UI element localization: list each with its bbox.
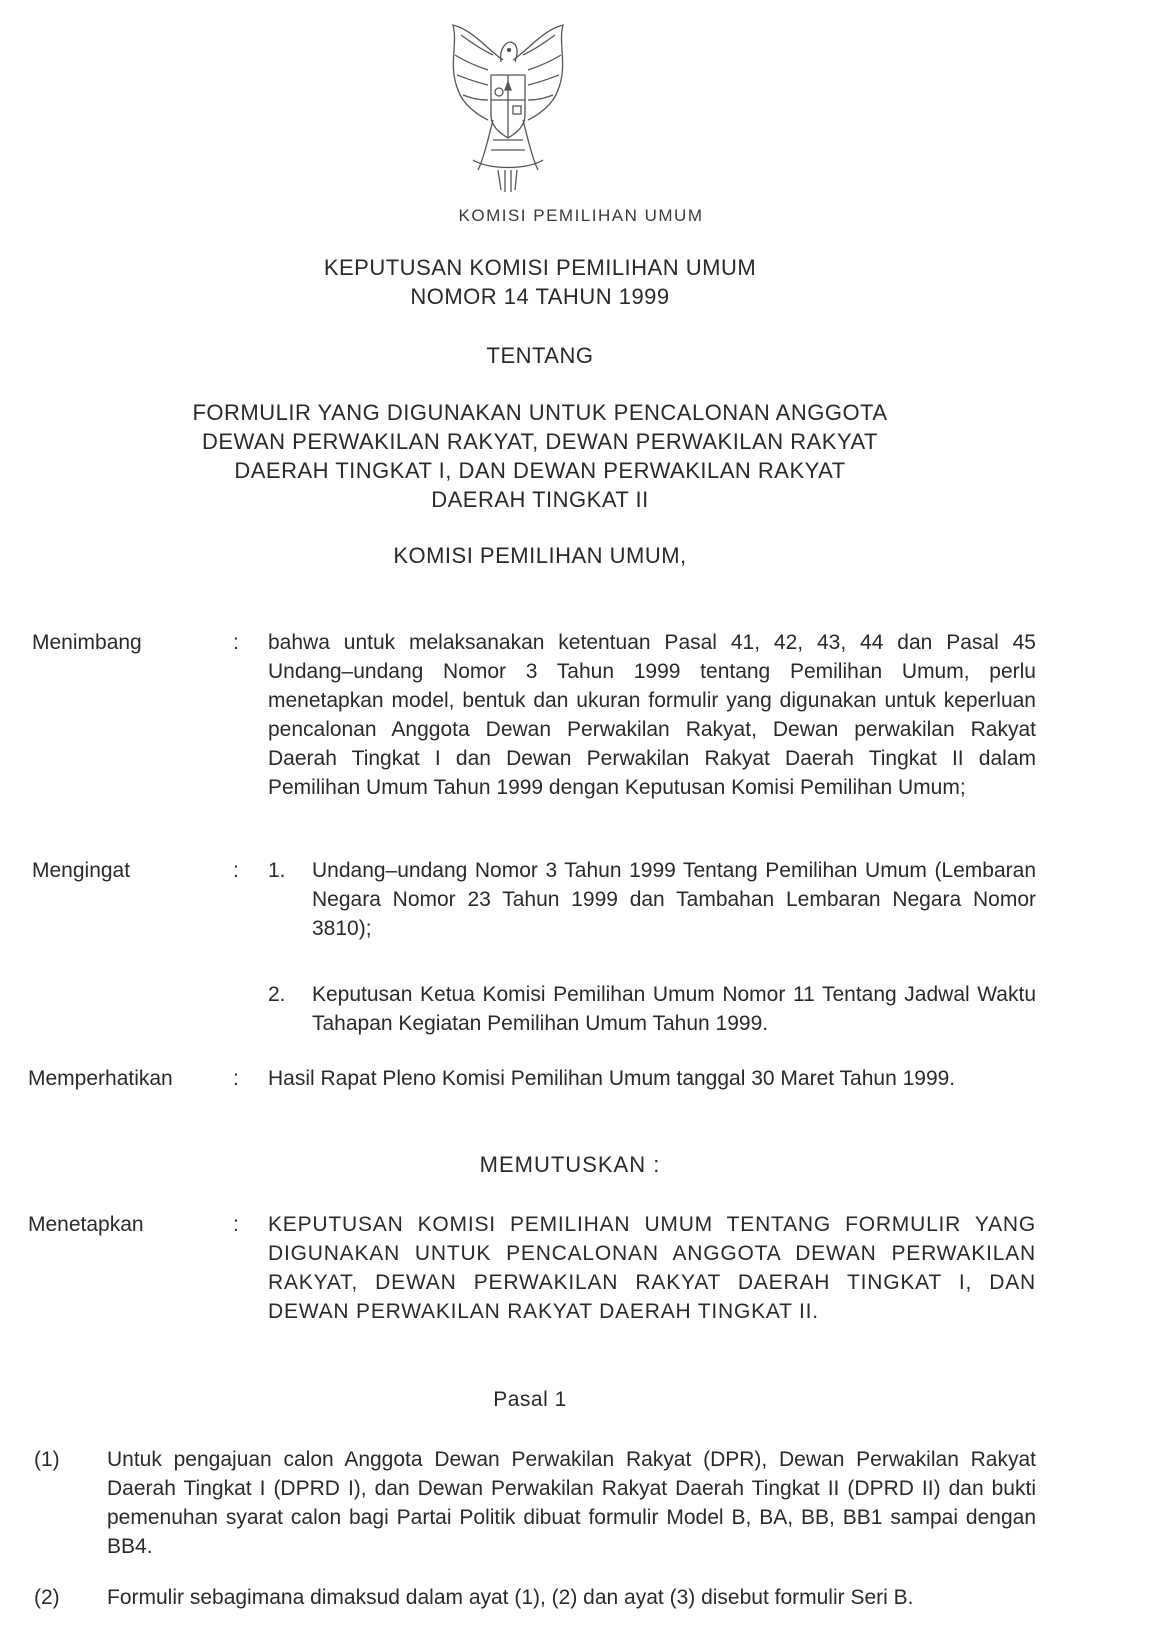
colon: : <box>233 631 239 654</box>
decree-title: KEPUTUSAN KOMISI PEMILIHAN UMUM <box>323 255 757 280</box>
mengingat-label: Mengingat <box>32 859 131 882</box>
paragraph-number: (1) <box>34 1448 60 1471</box>
mengingat-item-text: Undang–undang Nomor 3 Tahun 1999 Tentang Pemilihan Umum (Lembaran Negara Nomor 23 Tahun 1999 dan Tambahan Lembaran Negara Nomor 3810); <box>312 859 1036 940</box>
agency-name: KOMISI PEMILIHAN UMUM <box>458 206 704 225</box>
menimbang-text: bahwa untuk melaksanakan ketentuan Pasal 41, 42, 43, 44 dan Pasal 45 Undang–undang Nomor 3 Tahun 1999 tentang Pemilihan Umum, perlu menetapkan model, bentuk dan ukuran formulir yang digunakan untuk keperluan pencalonan Anggota Dewan Perwakilan Rakyat, Dewan perwakilan Rakyat Daerah Tingkat I dan Dewan Perwakilan Rakyat Daerah Tingkat II dalam Pemilihan Umum Tahun 1999 dengan Keputusan Komisi Pemilihan Umum; <box>268 631 1036 799</box>
decree-subject <box>0 398 1080 514</box>
decree-number: NOMOR 14 TAHUN 1999 <box>410 284 670 309</box>
memperhatikan-text: Hasil Rapat Pleno Komisi Pemilihan Umum tanggal 30 Maret Tahun 1999. <box>268 1067 956 1090</box>
subject-line: DAERAH TINGKAT I, DAN DEWAN PERWAKILAN RAKYAT <box>234 458 846 483</box>
menetapkan-text: KEPUTUSAN KOMISI PEMILIHAN UMUM TENTANG FORMULIR YANG DIGUNAKAN UNTUK PENCALONAN ANGGOTA DEWAN PERWAKILAN RAKYAT, DEWAN PERWAKILAN RAKYAT DAERAH TINGKAT I, DAN DEWAN PERWAKILAN RAKYAT DAERAH TINGKAT II. <box>268 1213 1036 1323</box>
paragraph-text: Untuk pengajuan calon Anggota Dewan Perwakilan Rakyat (DPR), Dewan Perwakilan Rakyat Daerah Tingkat I (DPRD I), dan Dewan Perwakilan Rakyat Daerah Tingkat II (DPRD II) dan bukti pemenuhan syarat calon bagi Partai Politik dibuat formulir Model B, BA, BB, BB1 sampai dengan BB4. <box>107 1448 1036 1558</box>
about-heading: TENTANG <box>486 343 594 368</box>
colon: : <box>233 1067 239 1090</box>
memutuskan-heading: MEMUTUSKAN : <box>479 1152 661 1177</box>
issuer-line: KOMISI PEMILIHAN UMUM, <box>393 543 687 568</box>
mengingat-item-text: Keputusan Ketua Komisi Pemilihan Umum Nomor 11 Tentang Jadwal Waktu Tahapan Kegiatan Pemilihan Umum Tahun 1999. <box>312 983 1036 1035</box>
paragraph-number: (2) <box>34 1586 60 1609</box>
subject-line: DEWAN PERWAKILAN RAKYAT, DEWAN PERWAKILAN RAKYAT <box>202 429 878 454</box>
colon: : <box>233 859 239 882</box>
list-number: 2. <box>268 983 286 1006</box>
garuda-emblem-icon <box>433 20 583 195</box>
subject-line: DAERAH TINGKAT II <box>431 487 649 512</box>
menetapkan-label: Menetapkan <box>28 1213 144 1236</box>
list-number: 1. <box>268 859 286 882</box>
colon: : <box>233 1213 239 1236</box>
memperhatikan-label: Memperhatikan <box>28 1067 173 1090</box>
paragraph-text: Formulir sebagimana dimaksud dalam ayat (1), (2) dan ayat (3) disebut formulir Seri B. <box>107 1586 914 1609</box>
menimbang-label: Menimbang <box>32 631 142 654</box>
pasal-heading: Pasal 1 <box>493 1388 567 1411</box>
subject-line: FORMULIR YANG DIGUNAKAN UNTUK PENCALONAN ANGGOTA <box>192 400 888 425</box>
